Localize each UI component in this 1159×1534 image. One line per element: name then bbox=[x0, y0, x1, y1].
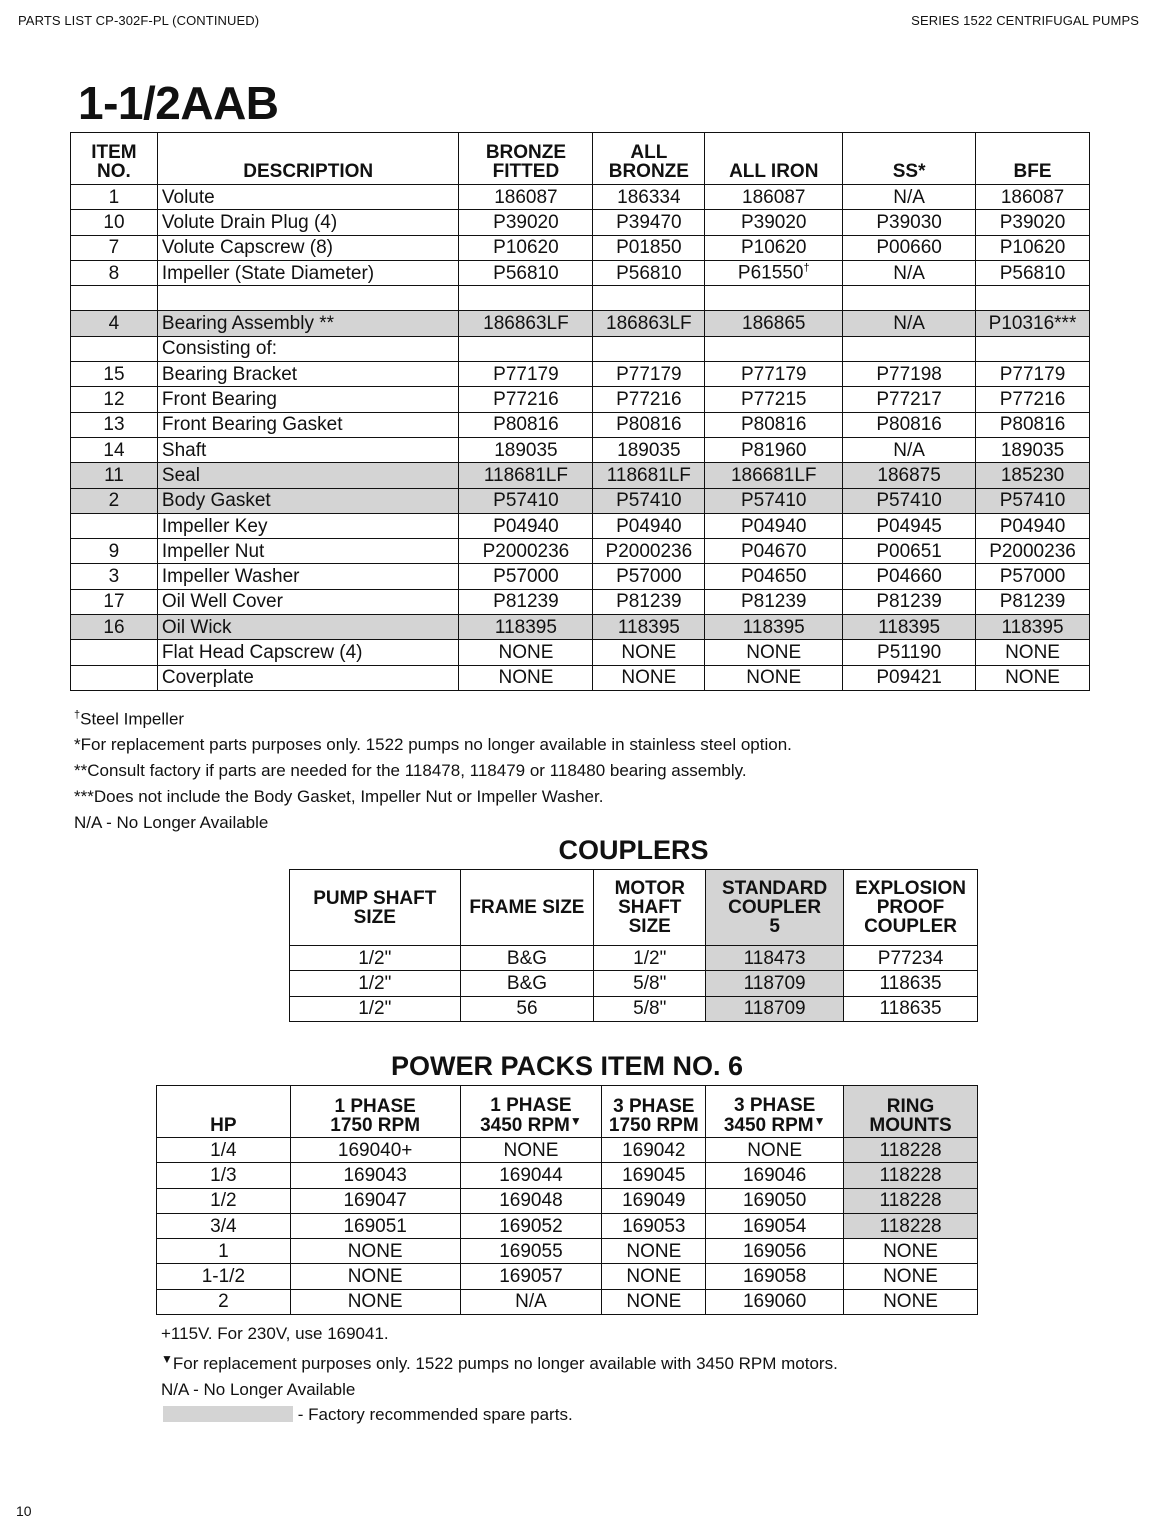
cell-1phase-3450: 169055 bbox=[460, 1239, 602, 1264]
cell-bfe: NONE bbox=[976, 640, 1090, 665]
cell-description: Impeller Washer bbox=[157, 564, 459, 589]
cell-ring-mounts: 118228 bbox=[844, 1213, 978, 1238]
cell-hp: 2 bbox=[157, 1289, 291, 1314]
cell-item-no bbox=[71, 286, 158, 311]
cell-description: Volute Capscrew (8) bbox=[157, 235, 459, 260]
cell-3phase-1750: 169053 bbox=[602, 1213, 706, 1238]
cell-description: Flat Head Capscrew (4) bbox=[157, 640, 459, 665]
cell-all-iron: P04670 bbox=[705, 539, 843, 564]
cell-motor-shaft-size: 5/8" bbox=[594, 971, 706, 996]
col-motor-shaft-size: MOTOR SHAFT SIZE bbox=[594, 870, 706, 946]
col-ss: SS* bbox=[843, 133, 976, 185]
parts-notes bbox=[74, 703, 792, 836]
couplers-header-row bbox=[290, 870, 978, 946]
cell-ss: P04660 bbox=[843, 564, 976, 589]
table-row bbox=[71, 589, 1090, 614]
cell-1phase-1750: NONE bbox=[290, 1289, 460, 1314]
cell-description: Front Bearing bbox=[157, 387, 459, 412]
cell-item-no: 16 bbox=[71, 615, 158, 640]
cell-bfe: 186087 bbox=[976, 185, 1090, 210]
cell-description: Consisting of: bbox=[157, 336, 459, 361]
cell-ring-mounts: NONE bbox=[844, 1239, 978, 1264]
cell-all-bronze: 186334 bbox=[593, 185, 705, 210]
cell-ss: 118395 bbox=[843, 615, 976, 640]
cell-all-iron: P77179 bbox=[705, 362, 843, 387]
cell-bronze-fitted: 186863LF bbox=[459, 311, 593, 336]
cell-bronze-fitted bbox=[459, 286, 593, 311]
col-all-iron: ALL IRON bbox=[705, 133, 843, 185]
couplers-table bbox=[289, 869, 978, 1022]
parts-table bbox=[70, 132, 1090, 691]
couplers-table-body bbox=[290, 946, 978, 1022]
cell-item-no: 12 bbox=[71, 387, 158, 412]
cell-hp: 1/3 bbox=[157, 1163, 291, 1188]
cell-bronze-fitted: P77179 bbox=[459, 362, 593, 387]
cell-item-no: 10 bbox=[71, 210, 158, 235]
cell-all-bronze: 189035 bbox=[593, 437, 705, 462]
note-115v: +115V. For 230V, use 169041. bbox=[161, 1324, 389, 1343]
table-row bbox=[157, 1264, 978, 1289]
cell-3phase-1750: 169045 bbox=[602, 1163, 706, 1188]
cell-ss: 186875 bbox=[843, 463, 976, 488]
cell-item-no: 11 bbox=[71, 463, 158, 488]
cell-ss bbox=[843, 336, 976, 361]
cell-bfe: 185230 bbox=[976, 463, 1090, 488]
triangle-marker-icon: ▼ bbox=[813, 1114, 826, 1128]
cell-3phase-1750: 169042 bbox=[602, 1138, 706, 1163]
col-pump-shaft-size: PUMP SHAFT SIZE bbox=[290, 870, 461, 946]
cell-motor-shaft-size: 1/2" bbox=[594, 946, 706, 971]
cell-description: Bearing Bracket bbox=[157, 362, 459, 387]
cell-ss: P00651 bbox=[843, 539, 976, 564]
cell-bronze-fitted: NONE bbox=[459, 640, 593, 665]
cell-all-bronze: P57000 bbox=[593, 564, 705, 589]
cell-bfe: P81239 bbox=[976, 589, 1090, 614]
col-description: DESCRIPTION bbox=[157, 133, 459, 185]
triangle-marker-icon: ▼ bbox=[569, 1114, 582, 1128]
col-all-bronze: ALL BRONZE bbox=[593, 133, 705, 185]
cell-bronze-fitted: P80816 bbox=[459, 412, 593, 437]
table-row bbox=[290, 996, 978, 1021]
cell-ring-mounts: 118228 bbox=[844, 1138, 978, 1163]
cell-all-iron: P04650 bbox=[705, 564, 843, 589]
cell-all-bronze: P77179 bbox=[593, 362, 705, 387]
table-row bbox=[71, 665, 1090, 690]
table-row bbox=[71, 362, 1090, 387]
cell-bronze-fitted: P81239 bbox=[459, 589, 593, 614]
cell-bfe: NONE bbox=[976, 665, 1090, 690]
cell-1phase-3450: 169044 bbox=[460, 1163, 602, 1188]
cell-pump-shaft-size: 1/2" bbox=[290, 946, 461, 971]
cell-description: Front Bearing Gasket bbox=[157, 412, 459, 437]
col-3phase-3450: 3 PHASE 3450 RPM▼ bbox=[706, 1086, 844, 1138]
cell-bronze-fitted bbox=[459, 336, 593, 361]
cell-bronze-fitted: P57410 bbox=[459, 488, 593, 513]
cell-3phase-3450: 169060 bbox=[706, 1289, 844, 1314]
cell-3phase-3450: 169054 bbox=[706, 1213, 844, 1238]
power-header-row bbox=[157, 1086, 978, 1138]
power-packs-table bbox=[156, 1085, 978, 1315]
cell-all-iron: P81960 bbox=[705, 437, 843, 462]
cell-all-iron: NONE bbox=[705, 665, 843, 690]
table-row bbox=[71, 311, 1090, 336]
cell-hp: 1/2 bbox=[157, 1188, 291, 1213]
table-row bbox=[157, 1289, 978, 1314]
couplers-title: COUPLERS bbox=[558, 835, 709, 865]
cell-bfe: P77179 bbox=[976, 362, 1090, 387]
cell-item-no: 3 bbox=[71, 564, 158, 589]
col-3phase-1750: 3 PHASE 1750 RPM bbox=[602, 1086, 706, 1138]
cell-1phase-3450: N/A bbox=[460, 1289, 602, 1314]
cell-all-iron: 186087 bbox=[705, 185, 843, 210]
cell-frame-size: B&G bbox=[460, 946, 594, 971]
cell-description: Impeller (State Diameter) bbox=[157, 260, 459, 285]
cell-description: Impeller Nut bbox=[157, 539, 459, 564]
cell-item-no: 15 bbox=[71, 362, 158, 387]
cell-bronze-fitted: P10620 bbox=[459, 235, 593, 260]
cell-hp: 3/4 bbox=[157, 1213, 291, 1238]
cell-description: Oil Wick bbox=[157, 615, 459, 640]
cell-bronze-fitted: 186087 bbox=[459, 185, 593, 210]
cell-bfe: P39020 bbox=[976, 210, 1090, 235]
cell-bronze-fitted: P2000236 bbox=[459, 539, 593, 564]
cell-ss: N/A bbox=[843, 311, 976, 336]
cell-description: Bearing Assembly ** bbox=[157, 311, 459, 336]
table-row bbox=[71, 260, 1090, 285]
cell-3phase-1750: NONE bbox=[602, 1289, 706, 1314]
cell-3phase-3450: NONE bbox=[706, 1138, 844, 1163]
cell-ss: P80816 bbox=[843, 412, 976, 437]
cell-all-iron: P80816 bbox=[705, 412, 843, 437]
cell-explosion-proof-coupler: 118635 bbox=[844, 971, 978, 996]
cell-bfe: 118395 bbox=[976, 615, 1090, 640]
cell-bfe: P10316*** bbox=[976, 311, 1090, 336]
cell-description: Shaft bbox=[157, 437, 459, 462]
cell-1phase-1750: NONE bbox=[290, 1239, 460, 1264]
cell-bfe: P04940 bbox=[976, 513, 1090, 538]
table-row bbox=[71, 488, 1090, 513]
cell-all-bronze: P01850 bbox=[593, 235, 705, 260]
page-number: 10 bbox=[16, 1503, 32, 1519]
cell-item-no: 2 bbox=[71, 488, 158, 513]
cell-item-no bbox=[71, 336, 158, 361]
cell-all-bronze: P56810 bbox=[593, 260, 705, 285]
col-1phase-3450: 1 PHASE 3450 RPM▼ bbox=[460, 1086, 602, 1138]
cell-all-bronze bbox=[593, 336, 705, 361]
cell-bfe: P57410 bbox=[976, 488, 1090, 513]
header-right: SERIES 1522 CENTRIFUGAL PUMPS bbox=[911, 13, 1139, 28]
table-row bbox=[71, 640, 1090, 665]
cell-all-bronze: P39470 bbox=[593, 210, 705, 235]
col-item-no: ITEM NO. bbox=[71, 133, 158, 185]
cell-bronze-fitted: P56810 bbox=[459, 260, 593, 285]
cell-bronze-fitted: NONE bbox=[459, 665, 593, 690]
cell-ss: P00660 bbox=[843, 235, 976, 260]
triangle-marker-icon: ▼ bbox=[161, 1351, 173, 1366]
cell-bfe: P80816 bbox=[976, 412, 1090, 437]
cell-all-bronze: NONE bbox=[593, 640, 705, 665]
cell-all-iron bbox=[705, 336, 843, 361]
table-row bbox=[71, 185, 1090, 210]
col-bronze-fitted: BRONZE FITTED bbox=[459, 133, 593, 185]
table-row bbox=[71, 437, 1090, 462]
cell-standard-coupler: 118709 bbox=[706, 996, 844, 1021]
cell-item-no bbox=[71, 513, 158, 538]
spare-legend: - Factory recommended spare parts. bbox=[161, 1402, 838, 1428]
cell-bronze-fitted: 189035 bbox=[459, 437, 593, 462]
table-row bbox=[71, 463, 1090, 488]
table-row bbox=[71, 286, 1090, 311]
parts-header-row bbox=[71, 133, 1090, 185]
cell-hp: 1/4 bbox=[157, 1138, 291, 1163]
cell-item-no bbox=[71, 640, 158, 665]
col-frame-size: FRAME SIZE bbox=[460, 870, 594, 946]
table-row bbox=[157, 1188, 978, 1213]
table-row bbox=[290, 971, 978, 996]
note-3450: ▼For replacement purposes only. 1522 pumps no longer available with 3450 RPM motors. bbox=[161, 1351, 838, 1373]
cell-bfe bbox=[976, 336, 1090, 361]
cell-all-bronze: P81239 bbox=[593, 589, 705, 614]
cell-ss: P09421 bbox=[843, 665, 976, 690]
cell-ss: P81239 bbox=[843, 589, 976, 614]
cell-standard-coupler: 118709 bbox=[706, 971, 844, 996]
col-bfe: BFE bbox=[976, 133, 1090, 185]
cell-bronze-fitted: 118681LF bbox=[459, 463, 593, 488]
cell-3phase-3450: 169046 bbox=[706, 1163, 844, 1188]
cell-bfe: 189035 bbox=[976, 437, 1090, 462]
cell-all-iron: P61550† bbox=[705, 260, 843, 285]
table-row bbox=[71, 387, 1090, 412]
cell-1phase-3450: 169048 bbox=[460, 1188, 602, 1213]
cell-3phase-3450: 169056 bbox=[706, 1239, 844, 1264]
cell-all-bronze: 118681LF bbox=[593, 463, 705, 488]
cell-all-bronze bbox=[593, 286, 705, 311]
cell-ss: N/A bbox=[843, 437, 976, 462]
note-ss: *For replacement parts purposes only. 1522 pumps no longer available in stainless steel option. bbox=[74, 735, 792, 755]
cell-item-no: 1 bbox=[71, 185, 158, 210]
cell-3phase-3450: 169058 bbox=[706, 1264, 844, 1289]
table-row bbox=[71, 210, 1090, 235]
cell-description: Body Gasket bbox=[157, 488, 459, 513]
parts-table-body bbox=[71, 185, 1090, 691]
table-row bbox=[290, 946, 978, 971]
cell-all-iron: P57410 bbox=[705, 488, 843, 513]
cell-all-bronze: P77216 bbox=[593, 387, 705, 412]
cell-description bbox=[157, 286, 459, 311]
table-row bbox=[71, 235, 1090, 260]
table-row bbox=[71, 513, 1090, 538]
cell-bfe: P57000 bbox=[976, 564, 1090, 589]
cell-3phase-3450: 169050 bbox=[706, 1188, 844, 1213]
note-na-power: N/A - No Longer Available bbox=[161, 1379, 356, 1399]
col-hp: HP bbox=[157, 1086, 291, 1138]
cell-ring-mounts: 118228 bbox=[844, 1163, 978, 1188]
cell-bfe: P77216 bbox=[976, 387, 1090, 412]
note-bearing: **Consult factory if parts are needed for the 118478, 118479 or 118480 bearing assembly. bbox=[74, 761, 747, 781]
cell-explosion-proof-coupler: P77234 bbox=[844, 946, 978, 971]
table-row bbox=[71, 336, 1090, 361]
cell-all-bronze: NONE bbox=[593, 665, 705, 690]
cell-item-no: 7 bbox=[71, 235, 158, 260]
table-row bbox=[71, 539, 1090, 564]
cell-all-bronze: P80816 bbox=[593, 412, 705, 437]
cell-frame-size: 56 bbox=[460, 996, 594, 1021]
cell-description: Seal bbox=[157, 463, 459, 488]
table-row bbox=[157, 1138, 978, 1163]
cell-ss: P57410 bbox=[843, 488, 976, 513]
cell-bfe bbox=[976, 286, 1090, 311]
cell-all-iron: 186865 bbox=[705, 311, 843, 336]
cell-all-iron: P39020 bbox=[705, 210, 843, 235]
cell-bronze-fitted: P04940 bbox=[459, 513, 593, 538]
note-p10316: ***Does not include the Body Gasket, Impeller Nut or Impeller Washer. bbox=[74, 787, 604, 807]
cell-ss: P51190 bbox=[843, 640, 976, 665]
cell-1phase-3450: 169052 bbox=[460, 1213, 602, 1238]
cell-pump-shaft-size: 1/2" bbox=[290, 996, 461, 1021]
cell-ring-mounts: 118228 bbox=[844, 1188, 978, 1213]
cell-item-no: 14 bbox=[71, 437, 158, 462]
cell-all-bronze: P57410 bbox=[593, 488, 705, 513]
table-row bbox=[71, 412, 1090, 437]
col-1phase-1750: 1 PHASE 1750 RPM bbox=[290, 1086, 460, 1138]
col-ring-mounts: RING MOUNTS bbox=[844, 1086, 978, 1138]
cell-1phase-1750: 169047 bbox=[290, 1188, 460, 1213]
cell-item-no: 17 bbox=[71, 589, 158, 614]
cell-all-iron bbox=[705, 286, 843, 311]
cell-ss: N/A bbox=[843, 260, 976, 285]
col-standard-coupler: STANDARD COUPLER 5 bbox=[706, 870, 844, 946]
cell-bfe: P2000236 bbox=[976, 539, 1090, 564]
cell-1phase-1750: 169040+ bbox=[290, 1138, 460, 1163]
cell-ss: P77198 bbox=[843, 362, 976, 387]
cell-bronze-fitted: 118395 bbox=[459, 615, 593, 640]
cell-description: Oil Well Cover bbox=[157, 589, 459, 614]
cell-item-no bbox=[71, 665, 158, 690]
cell-explosion-proof-coupler: 118635 bbox=[844, 996, 978, 1021]
cell-description: Volute Drain Plug (4) bbox=[157, 210, 459, 235]
cell-pump-shaft-size: 1/2" bbox=[290, 971, 461, 996]
note-na: N/A - No Longer Available bbox=[74, 812, 269, 832]
cell-1phase-1750: 169043 bbox=[290, 1163, 460, 1188]
cell-all-bronze: 118395 bbox=[593, 615, 705, 640]
cell-bfe: P56810 bbox=[976, 260, 1090, 285]
table-row bbox=[157, 1239, 978, 1264]
cell-ring-mounts: NONE bbox=[844, 1264, 978, 1289]
power-notes bbox=[161, 1321, 838, 1428]
table-row bbox=[157, 1213, 978, 1238]
cell-1phase-1750: NONE bbox=[290, 1264, 460, 1289]
cell-frame-size: B&G bbox=[460, 971, 594, 996]
cell-bronze-fitted: P57000 bbox=[459, 564, 593, 589]
spare-swatch bbox=[163, 1406, 293, 1422]
cell-description: Impeller Key bbox=[157, 513, 459, 538]
cell-description: Coverplate bbox=[157, 665, 459, 690]
cell-ss: P39030 bbox=[843, 210, 976, 235]
power-table-body bbox=[157, 1138, 978, 1315]
cell-item-no: 8 bbox=[71, 260, 158, 285]
cell-ss: N/A bbox=[843, 185, 976, 210]
cell-standard-coupler: 118473 bbox=[706, 946, 844, 971]
cell-all-iron: 186681LF bbox=[705, 463, 843, 488]
cell-bfe: P10620 bbox=[976, 235, 1090, 260]
cell-1phase-3450: 169057 bbox=[460, 1264, 602, 1289]
cell-item-no: 4 bbox=[71, 311, 158, 336]
cell-hp: 1-1/2 bbox=[157, 1264, 291, 1289]
cell-all-bronze: 186863LF bbox=[593, 311, 705, 336]
cell-all-iron: 118395 bbox=[705, 615, 843, 640]
cell-ss: P04945 bbox=[843, 513, 976, 538]
model-title: 1-1/2AAB bbox=[78, 77, 279, 129]
cell-item-no: 9 bbox=[71, 539, 158, 564]
cell-all-iron: NONE bbox=[705, 640, 843, 665]
table-row bbox=[71, 564, 1090, 589]
cell-hp: 1 bbox=[157, 1239, 291, 1264]
table-row bbox=[157, 1163, 978, 1188]
cell-all-bronze: P04940 bbox=[593, 513, 705, 538]
cell-bronze-fitted: P39020 bbox=[459, 210, 593, 235]
cell-item-no: 13 bbox=[71, 412, 158, 437]
cell-all-iron: P77215 bbox=[705, 387, 843, 412]
note-dagger: †Steel Impeller bbox=[74, 709, 185, 729]
cell-3phase-1750: NONE bbox=[602, 1239, 706, 1264]
header-left: PARTS LIST CP-302F-PL (CONTINUED) bbox=[18, 13, 260, 28]
cell-1phase-3450: NONE bbox=[460, 1138, 602, 1163]
power-packs-title: POWER PACKS ITEM NO. 6 bbox=[390, 1051, 744, 1081]
cell-all-iron: P04940 bbox=[705, 513, 843, 538]
cell-ring-mounts: NONE bbox=[844, 1289, 978, 1314]
cell-3phase-1750: NONE bbox=[602, 1264, 706, 1289]
cell-all-iron: P81239 bbox=[705, 589, 843, 614]
cell-all-bronze: P2000236 bbox=[593, 539, 705, 564]
cell-description: Volute bbox=[157, 185, 459, 210]
cell-ss: P77217 bbox=[843, 387, 976, 412]
cell-ss bbox=[843, 286, 976, 311]
cell-3phase-1750: 169049 bbox=[602, 1188, 706, 1213]
cell-1phase-1750: 169051 bbox=[290, 1213, 460, 1238]
col-explosion-proof-coupler: EXPLOSION PROOF COUPLER bbox=[844, 870, 978, 946]
dagger-mark: † bbox=[803, 262, 810, 275]
table-row bbox=[71, 615, 1090, 640]
cell-bronze-fitted: P77216 bbox=[459, 387, 593, 412]
cell-motor-shaft-size: 5/8" bbox=[594, 996, 706, 1021]
cell-all-iron: P10620 bbox=[705, 235, 843, 260]
